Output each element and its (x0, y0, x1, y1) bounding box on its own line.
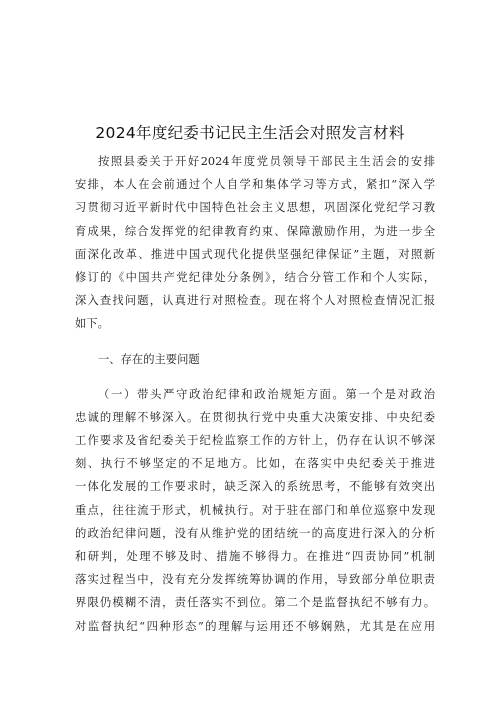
paragraph-line: 工作要求及省纪委关于纪检监察工作的方针上，仍存在认识不够深 (75, 434, 435, 448)
paragraph-gap (75, 336, 435, 348)
document-body (75, 150, 435, 638)
paragraph-line: 刻、执行不够坚定的不足地方。比如，在落实中央纪委关于推进 (75, 457, 435, 471)
paragraph-line: 如下。 (75, 317, 109, 331)
paragraph-line: 育成果，综合发挥党的纪律教育约束、保障激励作用，为进一步全 (75, 224, 435, 238)
section-heading: 一、存在的主要问题 (98, 352, 200, 366)
paragraph-line: 安排，本人在会前通过个人自学和集体学习等方式，紧扣“深入学 (75, 178, 435, 192)
paragraph-line: 一体化发展的工作要求时，缺乏深入的系统思考，不能够有效突出 (75, 480, 435, 494)
paragraph-line: 忠诚的理解不够深入。在贯彻执行党中央重大决策安排、中央纪委 (75, 410, 435, 424)
paragraph-line: 界限仍模糊不清，责任落实不到位。第二个是监督执纪不够有力。 (75, 596, 435, 610)
paragraph-gap (75, 371, 435, 383)
paragraph-line: 对监督执纪“四种形态”的理解与运用还不够娴熟，尤其是在应用 (75, 619, 435, 633)
paragraph-line: 面深化改革、推进中国式现代化提供坚强纪律保证”主题，对照新 (75, 247, 435, 261)
paragraph-line: （一）带头严守政治纪律和政治规矩方面。第一个是对政治 (98, 387, 435, 401)
paragraph-line: 的政治纪律问题，没有从维护党的团结统一的高度进行深入的分析 (75, 526, 435, 540)
paragraph-line: 落实过程当中，没有充分发挥统筹协调的作用，导致部分单位职责 (75, 573, 435, 587)
paragraph-line: 重点，往往流于形式，机械执行。对于驻在部门和单位巡察中发现 (75, 503, 435, 517)
paragraph-line: 深入查找问题，认真进行对照检查。现在将个人对照检查情况汇报 (75, 294, 435, 308)
paragraph-line: 按照县委关于开好2024年度党员领导干部民主生活会的安排 (98, 155, 435, 168)
document-title: 2024年度纪委书记民主生活会对照发言材料 (95, 124, 405, 142)
paragraph-line: 习贯彻习近平新时代中国特色社会主义思想，巩固深化党纪学习教 (75, 201, 435, 215)
paragraph-line: 修订的《中国共产党纪律处分条例》，结合分管工作和个人实际， (75, 270, 435, 284)
paragraph-line: 和研判，处理不够及时、措施不够得力。在推进“四责协同”机制 (75, 550, 435, 563)
